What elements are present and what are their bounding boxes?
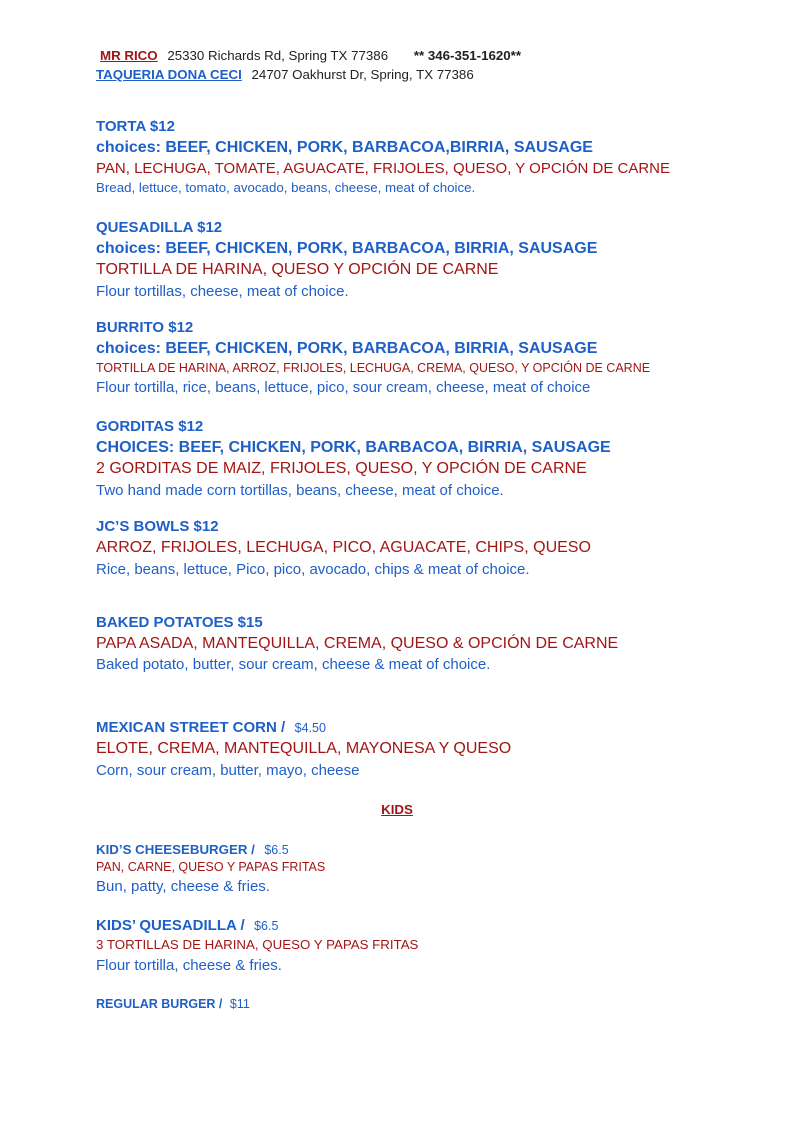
kid-quesadilla-spanish: 3 TORTILLAS DE HARINA, QUESO Y PAPAS FRITAS xyxy=(96,937,419,952)
header-dona-ceci xyxy=(96,68,474,81)
kid-cheeseburger-title-line xyxy=(96,842,289,858)
potatoes-spanish: PAPA ASADA, MANTEQUILLA, CREMA, QUESO & OPCIÓN DE CARNE xyxy=(96,635,619,652)
regular-burger-line xyxy=(96,996,250,1012)
gorditas-title: GORDITAS $12 xyxy=(96,418,204,435)
kid-cheeseburger-price: $6.5 xyxy=(264,843,289,857)
bowls-spanish: ARROZ, FRIJOLES, LECHUGA, PICO, AGUACATE, CHIPS, QUESO xyxy=(96,539,591,556)
torta-english: Bread, lettuce, tomato, avocado, beans, cheese, meat of choice. xyxy=(96,180,476,195)
kid-quesadilla-english: Flour tortilla, cheese & fries. xyxy=(96,957,282,974)
regular-burger-title: REGULAR BURGER / xyxy=(96,997,223,1011)
bowls-title: JC’S BOWLS $12 xyxy=(96,518,219,535)
kid-cheeseburger-spanish: PAN, CARNE, QUESO Y PAPAS FRITAS xyxy=(96,860,326,874)
dona-ceci-name: TAQUERIA DONA CECI xyxy=(96,67,242,82)
bowls-english: Rice, beans, lettuce, Pico, pico, avocado, chips & meat of choice. xyxy=(96,561,530,578)
kid-cheeseburger-english: Bun, patty, cheese & fries. xyxy=(96,878,270,895)
burrito-spanish: TORTILLA DE HARINA, ARROZ, FRIJOLES, LECHUGA, CREMA, QUESO, Y OPCIÓN DE CARNE xyxy=(96,361,651,375)
potatoes-title: BAKED POTATOES $15 xyxy=(96,614,263,631)
kid-quesadilla-title-line xyxy=(96,918,278,934)
header-mr-rico xyxy=(100,49,521,62)
quesadilla-english: Flour tortillas, cheese, meat of choice. xyxy=(96,283,349,300)
potatoes-english: Baked potato, butter, sour cream, cheese & meat of choice. xyxy=(96,656,491,673)
burrito-choices: choices: BEEF, CHICKEN, PORK, BARBACOA, BIRRIA, SAUSAGE xyxy=(96,340,598,357)
dona-ceci-address: 24707 Oakhurst Dr, Spring, TX 77386 xyxy=(251,67,474,82)
kids-heading: KIDS xyxy=(381,802,413,817)
kid-cheeseburger-title: KID’S CHEESEBURGER / xyxy=(96,842,255,857)
kid-quesadilla-title: KIDS’ QUESADILLA / xyxy=(96,917,245,934)
torta-spanish: PAN, LECHUGA, TOMATE, AGUACATE, FRIJOLES, QUESO, Y OPCIÓN DE CARNE xyxy=(96,160,671,177)
regular-burger-price: $11 xyxy=(229,997,250,1011)
corn-title-line xyxy=(96,720,326,736)
burrito-english: Flour tortilla, rice, beans, lettuce, pico, sour cream, cheese, meat of choice xyxy=(96,379,591,396)
torta-title: TORTA $12 xyxy=(96,118,175,135)
quesadilla-choices: choices: BEEF, CHICKEN, PORK, BARBACOA, BIRRIA, SAUSAGE xyxy=(96,240,598,257)
corn-english: Corn, sour cream, butter, mayo, cheese xyxy=(96,762,360,779)
quesadilla-title: QUESADILLA $12 xyxy=(96,219,223,236)
corn-spanish: ELOTE, CREMA, MANTEQUILLA, MAYONESA Y QUESO xyxy=(96,740,512,757)
quesadilla-spanish: TORTILLA DE HARINA, QUESO Y OPCIÓN DE CARNE xyxy=(96,261,499,278)
torta-choices: choices: BEEF, CHICKEN, PORK, BARBACOA,BIRRIA, SAUSAGE xyxy=(96,139,593,156)
gorditas-choices: CHOICES: BEEF, CHICKEN, PORK, BARBACOA, BIRRIA, SAUSAGE xyxy=(96,439,611,456)
mr-rico-phone: ** 346-351-1620** xyxy=(413,48,522,63)
gorditas-english: Two hand made corn tortillas, beans, cheese, meat of choice. xyxy=(96,482,504,499)
mr-rico-name: MR RICO xyxy=(100,48,158,63)
mr-rico-address: 25330 Richards Rd, Spring TX 77386 xyxy=(167,48,389,63)
gorditas-spanish: 2 GORDITAS DE MAIZ, FRIJOLES, QUESO, Y OPCIÓN DE CARNE xyxy=(96,460,587,477)
corn-title: MEXICAN STREET CORN / xyxy=(96,719,286,736)
corn-price: $4.50 xyxy=(294,721,326,735)
burrito-title: BURRITO $12 xyxy=(96,319,194,336)
kid-quesadilla-price: $6.5 xyxy=(254,919,279,933)
